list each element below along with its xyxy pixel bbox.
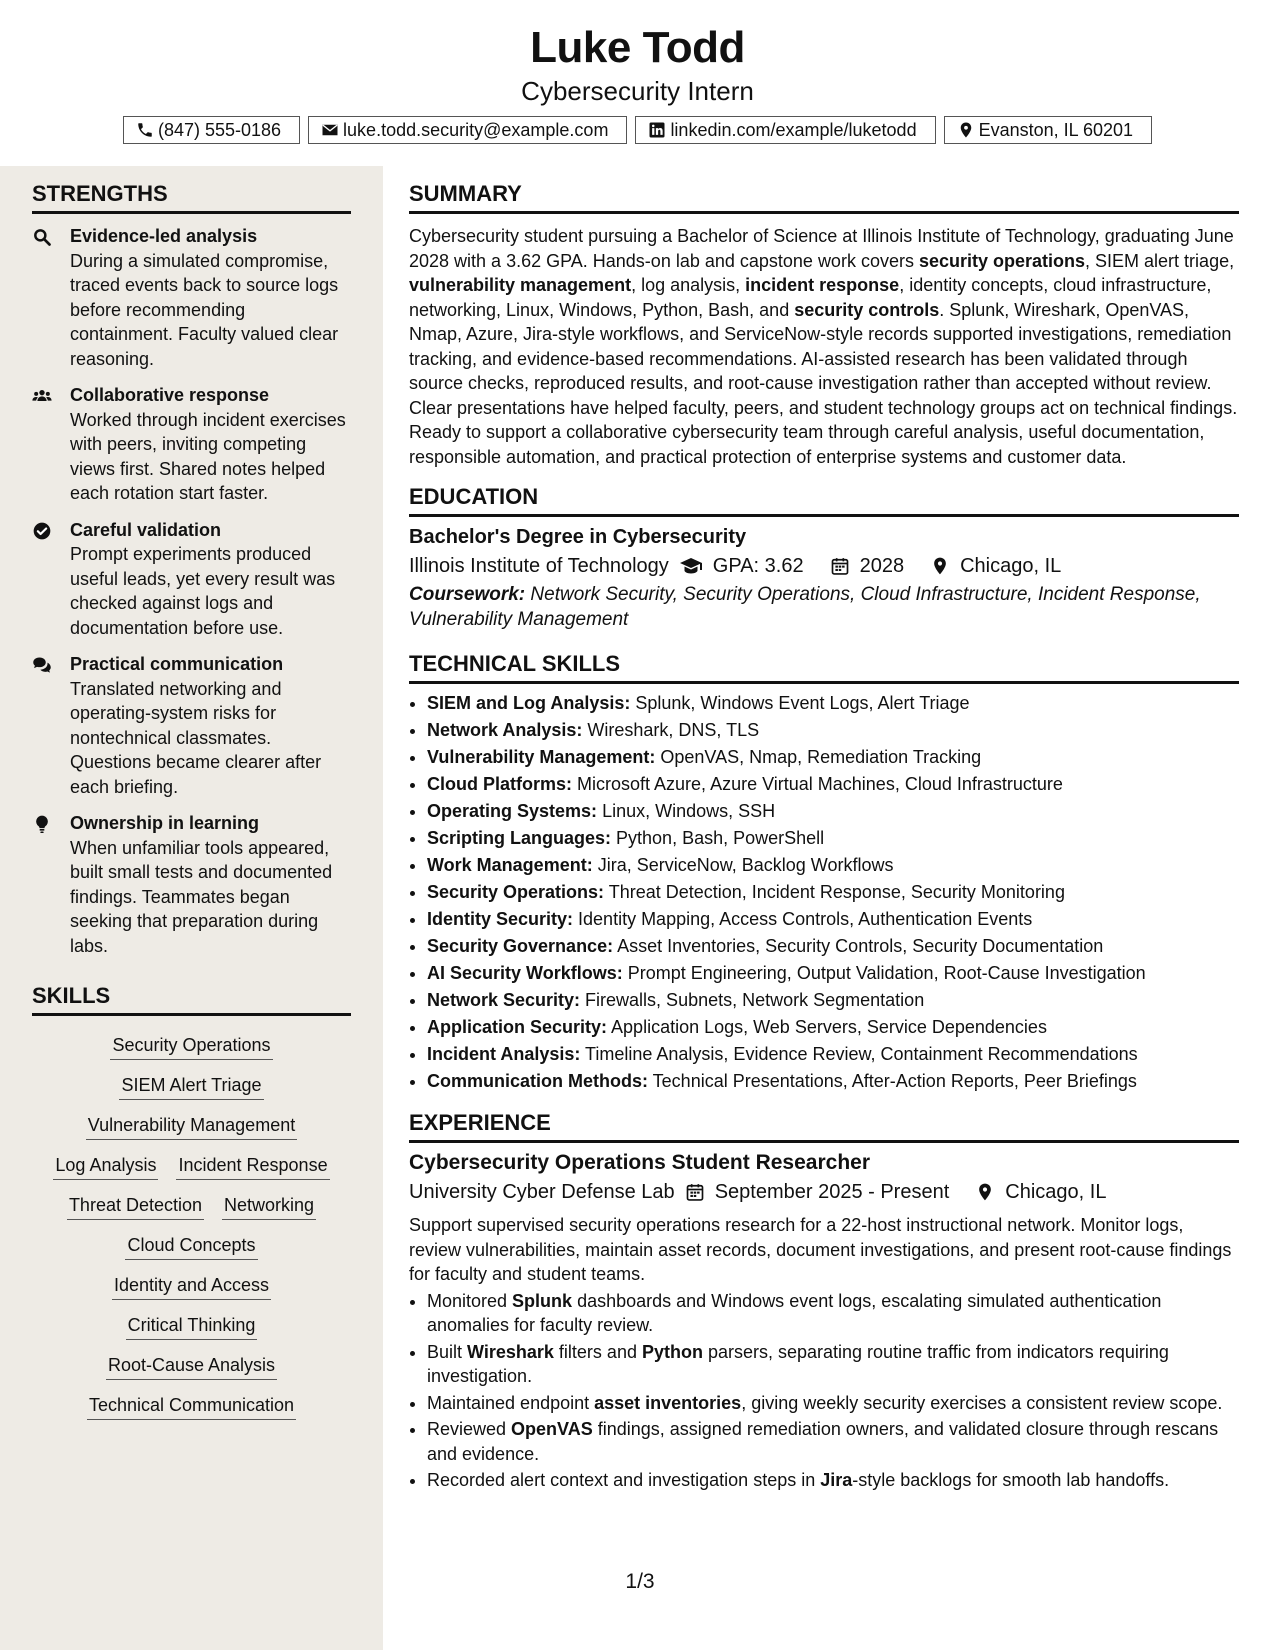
organization-name: University Cyber Defense Lab [409, 1181, 675, 1203]
envelope-icon [321, 121, 339, 139]
summary-highlight: security operations [918, 250, 1086, 271]
search-icon [32, 227, 52, 247]
skill-category: Identity Security: [427, 909, 574, 929]
skill-chip: Incident Response [176, 1152, 329, 1180]
job-meta [409, 1177, 1239, 1207]
skill-values: Jira, ServiceNow, Backlog Workflows [592, 855, 894, 875]
strength-item [32, 811, 351, 958]
skill-category: Network Analysis: [427, 720, 583, 740]
bullet-highlight: Wireshark [467, 1341, 554, 1362]
list-item [427, 1468, 1239, 1493]
strengths-heading: STRENGTHS [32, 180, 351, 214]
phone-icon [136, 121, 154, 139]
summary-text: Cybersecurity student pursuing a Bachelor of Science at Illinois Institute of Technology, graduating June 2028 with a 3.62 GPA. Hands-on lab and capstone work covers [409, 226, 1234, 271]
strength-text: When unfamiliar tools appeared, built small tests and documented findings. Teammates began seeking that preparation during labs. [70, 837, 333, 956]
list-item [427, 960, 1239, 987]
list-item [427, 798, 1239, 825]
list-item [427, 771, 1239, 798]
summary-highlight: security controls [794, 299, 940, 320]
skill-chip: Networking [222, 1192, 316, 1220]
coursework-list: Network Security, Security Operations, Cloud Infrastructure, Incident Response, Vulnerability Management [409, 584, 1201, 630]
bullet-highlight: OpenVAS [511, 1419, 593, 1439]
contact-email[interactable] [308, 116, 627, 144]
list-item [427, 1014, 1239, 1041]
skill-chip: SIEM Alert Triage [119, 1072, 263, 1100]
technical-skills-list [409, 690, 1239, 1095]
sidebar [0, 166, 383, 1650]
list-item [427, 906, 1239, 933]
skill-chip: Log Analysis [53, 1152, 158, 1180]
summary-highlight: incident response [745, 275, 900, 295]
skill-values: Timeline Analysis, Evidence Review, Containment Recommendations [580, 1044, 1138, 1064]
skill-values: Technical Presentations, After-Action Reports, Peer Briefings [648, 1071, 1137, 1091]
graduation-cap-icon [679, 554, 703, 578]
skill-chip: Root-Cause Analysis [106, 1352, 277, 1380]
location-pin-icon [930, 556, 950, 576]
skill-category: Network Security: [427, 990, 581, 1010]
main-content [409, 166, 1239, 1495]
experience-heading: EXPERIENCE [409, 1109, 1239, 1143]
job-title: Cybersecurity Operations Student Researcher [409, 1151, 870, 1174]
contact-email-text: luke.todd.security@example.com [343, 120, 609, 140]
skill-values: Threat Detection, Incident Response, Security Monitoring [604, 882, 1065, 902]
bullet-highlight: Jira [820, 1470, 853, 1490]
skill-chip: Technical Communication [87, 1392, 296, 1420]
bullet-text: dashboards and Windows event logs, escalating simulated authentication anomalies for faculty review. [427, 1290, 1162, 1335]
bullet-text: Recorded alert context and investigation steps in [427, 1470, 821, 1490]
contact-linkedin[interactable] [635, 116, 935, 144]
skill-category: Application Security: [427, 1017, 608, 1037]
location-pin-icon [957, 121, 975, 139]
list-item [427, 1068, 1239, 1095]
skill-values: OpenVAS, Nmap, Remediation Tracking [655, 747, 982, 767]
contact-phone-text: (847) 555-0186 [157, 120, 282, 140]
bullet-text: , giving weekly security exercises a consistent review scope. [741, 1392, 1223, 1413]
bullet-text: findings, assigned remediation owners, and validated closure through rescans and evidence. [427, 1419, 1219, 1464]
chat-bubbles-icon [32, 655, 52, 675]
linkedin-icon [648, 121, 666, 139]
strength-title: Evidence-led analysis [70, 226, 258, 246]
skill-chip: Cloud Concepts [125, 1232, 257, 1260]
skill-values: Wireshark, DNS, TLS [582, 720, 760, 740]
candidate-title: Cybersecurity Intern [521, 76, 754, 106]
bullet-text: filters and [553, 1341, 642, 1362]
contact-bar [0, 116, 1275, 144]
summary-heading: SUMMARY [409, 180, 1239, 214]
skill-category: Security Governance: [427, 936, 614, 956]
calendar-icon [830, 556, 850, 576]
graduation-year: 2028 [859, 555, 905, 577]
list-item [427, 1417, 1239, 1466]
summary-highlight: vulnerability management [409, 275, 632, 295]
skill-category: Cloud Platforms: [427, 774, 573, 794]
gpa: GPA: 3.62 [712, 555, 804, 577]
list-item [427, 825, 1239, 852]
skill-values: Application Logs, Web Servers, Service Dependencies [607, 1017, 1047, 1037]
skill-category: SIEM and Log Analysis: [427, 693, 631, 713]
strength-item [32, 224, 351, 371]
skill-category: Vulnerability Management: [427, 747, 656, 767]
skill-values: Identity Mapping, Access Controls, Authentication Events [573, 909, 1033, 929]
resume-header [0, 0, 1275, 146]
list-item [427, 690, 1239, 717]
skill-category: Incident Analysis: [427, 1044, 581, 1064]
list-item [427, 1289, 1239, 1338]
education-heading: EDUCATION [409, 483, 1239, 517]
skill-category: Operating Systems: [427, 801, 598, 821]
job-description: Support supervised security operations research for a 22-host instructional network. Monitor logs, review vulnerabilities, maintain asset records, document investigations, and present root-cause findings for faculty and student teams. [409, 1215, 1232, 1284]
summary-text: , SIEM alert triage, [1085, 250, 1235, 271]
bullet-text: Monitored [427, 1290, 513, 1311]
job-dates: September 2025 - Present [714, 1181, 950, 1203]
skill-chip: Identity and Access [112, 1272, 271, 1300]
candidate-name: Luke Todd [530, 23, 745, 72]
list-item [427, 717, 1239, 744]
bullet-text: -style backlogs for smooth lab handoffs. [852, 1470, 1170, 1490]
strength-text: Worked through incident exercises with peers, inviting competing views first. Shared notes helped each rotation start faster. [70, 409, 346, 503]
bullet-text: Reviewed [427, 1419, 512, 1439]
bullet-highlight: Python [641, 1341, 703, 1362]
coursework-label: Coursework: [409, 584, 526, 605]
strength-text: Prompt experiments produced useful leads, yet every result was checked against logs and documentation before use. [70, 544, 336, 638]
strength-item [32, 652, 351, 799]
skill-values: Prompt Engineering, Output Validation, Root-Cause Investigation [622, 963, 1146, 983]
strength-title: Ownership in learning [70, 813, 260, 833]
skills-list [32, 1032, 351, 1432]
skill-values: Linux, Windows, SSH [597, 801, 776, 821]
list-item [427, 744, 1239, 771]
location-pin-icon [975, 1182, 995, 1202]
experience-bullets [409, 1289, 1239, 1493]
strength-title: Careful validation [70, 519, 222, 540]
school-location: Chicago, IL [960, 555, 1062, 577]
degree-title: Bachelor's Degree in Cybersecurity [409, 526, 747, 548]
skill-values: Firewalls, Subnets, Network Segmentation [580, 990, 925, 1010]
strength-text: Translated networking and operating-system risks for nontechnical classmates. Questions became clearer after each briefing. [70, 678, 322, 797]
contact-linkedin-text: linkedin.com/example/luketodd [670, 120, 917, 140]
contact-phone[interactable] [123, 116, 300, 144]
skill-values: Python, Bash, PowerShell [611, 828, 825, 848]
skills-heading: SKILLS [32, 982, 351, 1016]
summary-text: , log analysis, [631, 275, 746, 295]
bullet-text: Built [427, 1341, 468, 1362]
skill-chip: Security Operations [110, 1032, 272, 1060]
summary-text: , identity concepts, cloud infrastructure, networking, Linux, Windows, Python, Bash, and [409, 275, 1212, 320]
check-circle-icon [32, 521, 52, 541]
bullet-highlight: Splunk [512, 1290, 573, 1311]
page-number: 1/3 [625, 1570, 655, 1593]
skill-category: Scripting Languages: [427, 828, 612, 848]
skill-values: Asset Inventories, Security Controls, Security Documentation [613, 936, 1104, 956]
list-item [427, 987, 1239, 1014]
skill-chip: Critical Thinking [126, 1312, 258, 1340]
list-item [427, 1391, 1239, 1416]
list-item [427, 933, 1239, 960]
list-item [427, 879, 1239, 906]
list-item [427, 1340, 1239, 1389]
strength-title: Practical communication [70, 654, 284, 674]
coursework [409, 583, 1239, 632]
skill-values: Microsoft Azure, Azure Virtual Machines, Cloud Infrastructure [572, 774, 1063, 794]
list-item [427, 852, 1239, 879]
strength-item [32, 518, 351, 641]
strength-title: Collaborative response [70, 385, 270, 405]
bullet-text: parsers, separating routine traffic from indicators requiring investigation. [427, 1341, 1169, 1386]
summary-paragraph [409, 224, 1239, 469]
lightbulb-icon [32, 814, 52, 834]
skill-values: Splunk, Windows Event Logs, Alert Triage [630, 693, 970, 713]
strength-text: During a simulated compromise, traced events back to source logs before recommending containment. Faculty valued clear reasoning. [70, 250, 339, 369]
job-location: Chicago, IL [1005, 1181, 1107, 1203]
technical-skills-heading: TECHNICAL SKILLS [409, 650, 1239, 684]
strength-item [32, 383, 351, 506]
contact-location [944, 116, 1152, 144]
school-name: Illinois Institute of Technology [409, 555, 669, 577]
summary-text: . Splunk, Wireshark, OpenVAS, Nmap, Azure, Jira-style workflows, and ServiceNow-style records supported investigations, remediation tracking, and evidence-based recommendations. AI-assisted research has been validated through source checks, reproduced results, and root-cause investigation rather than accepted without review. Clear presentations have helped faculty, peers, and student technology groups act on technical findings. Ready to support a collaborative cybersecurity team through careful analysis, useful documentation, responsible automation, and practical protection of enterprise systems and customer data. [409, 299, 1238, 467]
skill-category: Security Operations: [427, 882, 605, 902]
bullet-text: Maintained endpoint [427, 1392, 595, 1413]
bullet-highlight: asset inventories [594, 1392, 742, 1413]
list-item [427, 1041, 1239, 1068]
contact-location-text: Evanston, IL 60201 [978, 120, 1134, 140]
skill-category: Communication Methods: [427, 1071, 648, 1091]
education-meta [409, 551, 1239, 581]
calendar-icon [685, 1182, 705, 1202]
skill-chip: Threat Detection [67, 1192, 204, 1220]
skill-category: Work Management: [427, 855, 593, 875]
skill-category: AI Security Workflows: [427, 963, 623, 983]
users-icon [32, 386, 52, 406]
skill-chip: Vulnerability Management [86, 1112, 297, 1140]
